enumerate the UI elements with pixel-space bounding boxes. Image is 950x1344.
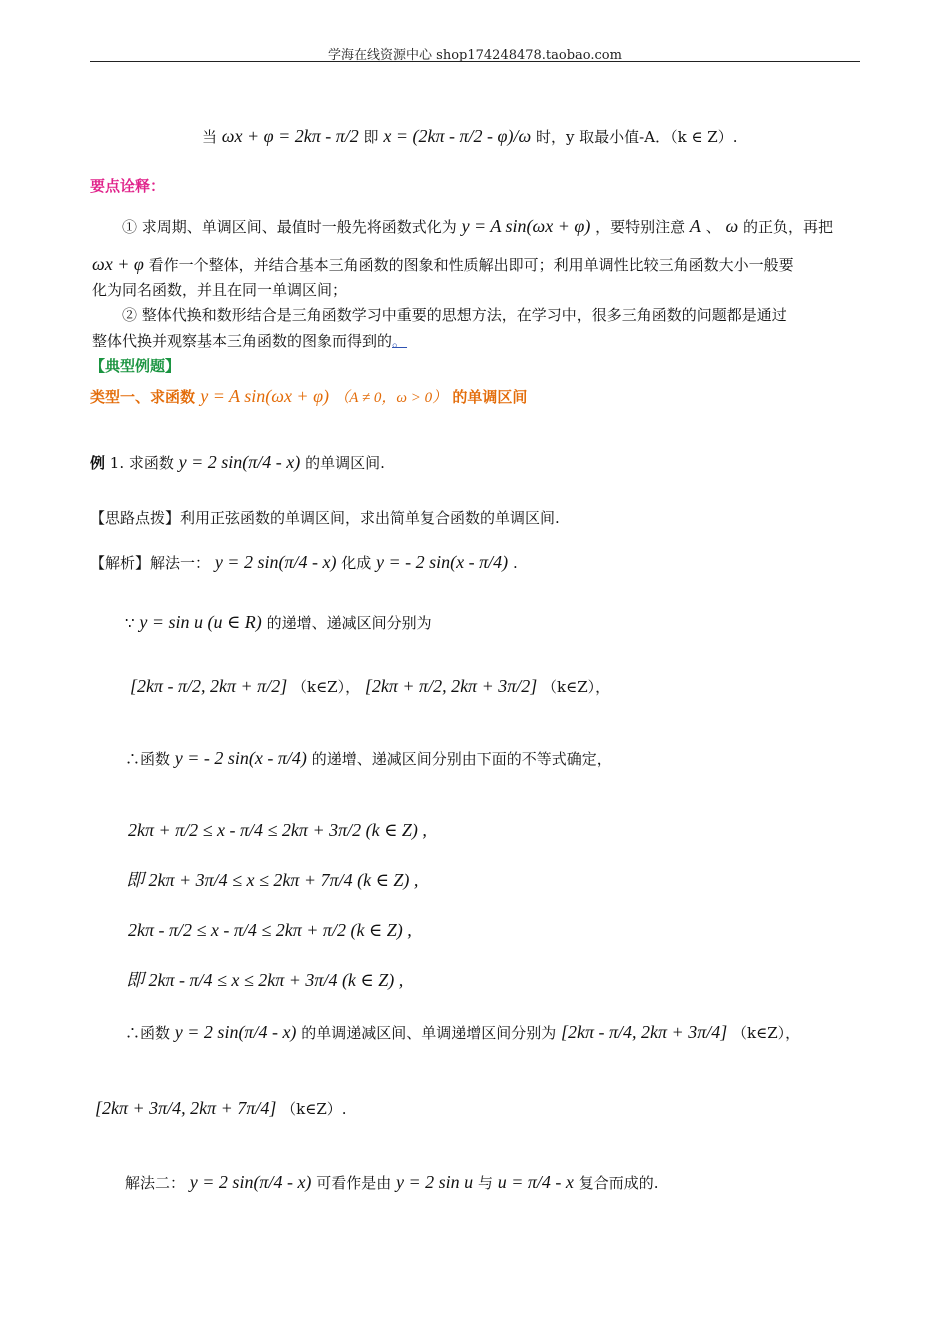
note-1-line-1: ① 求周期、单调区间、最值时一般先将函数式化为 y = A sin(ωx + φ) ，要特别注意 A 、 ω 的正负，再把 (122, 216, 834, 236)
solution-method-1: 【解析】解法一： y = 2 sin(π/4 - x) 化成 y = - 2 sin(x - π/4) . (90, 552, 518, 572)
min-value-line: 当 ωx + φ = 2kπ - π/2 即 x = (2kπ - π/2 - φ)/ω 时，y 取最小值-A．（k ∈ Z）. (202, 126, 738, 146)
therefore-2: ∴函数 y = 2 sin(π/4 - x) 的单调递减区间、单调递增区间分别为 [2kπ - π/4, 2kπ + 3π/4] （k∈Z）， (125, 1022, 801, 1042)
type-1-heading: 类型一、求函数 y = A sin(ωx + φ) （A ≠ 0，ω > 0） 的单调区间 (90, 386, 528, 406)
therefore-1: ∴函数 y = - 2 sin(x - π/4) 的递增、递减区间分别由下面的不等式确定， (125, 748, 612, 768)
sin-intervals: [2kπ - π/2, 2kπ + π/2] （k∈Z）， [2kπ + π/2, 2kπ + 3π/2] （k∈Z）， (130, 676, 611, 696)
because-line: ∵ y = sin u (u ∈ R) 的递增、递减区间分别为 (125, 612, 432, 632)
note-1-line-2: ωx + φ 看作一个整体，并结合基本三角函数的图象和性质解出即可；利用单调性比较三角函数大小一般要 (92, 254, 794, 274)
examples-title: 【典型例题】 (90, 357, 181, 375)
header-rule (90, 61, 860, 62)
min-eq-2: x = (2kπ - π/2 - φ)/ω (383, 126, 532, 146)
notes-title: 要点诠释： (90, 177, 166, 195)
hint: 【思路点拨】利用正弦函数的单调区间，求出简单复合函数的单调区间. (90, 509, 560, 527)
result-line: [2kπ + 3π/4, 2kπ + 7π/4] （k∈Z）. (95, 1098, 347, 1118)
inequality-4: 即 2kπ - π/4 ≤ x ≤ 2kπ + 3π/4 (k ∈ Z) , (126, 970, 404, 990)
inequality-1: 2kπ + π/2 ≤ x - π/4 ≤ 2kπ + 3π/2 (k ∈ Z) , (128, 820, 427, 840)
note-1-line-3: 化为同名函数，并且在同一单调区间； (92, 281, 348, 299)
example-1: 例 1. 求函数 y = 2 sin(π/4 - x) 的单调区间. (90, 452, 385, 472)
note-2-line-2: 整体代换并观察基本三角函数的图象而得到的。 (92, 332, 408, 350)
solution-method-2: 解法二： y = 2 sin(π/4 - x) 可看作是由 y = 2 sin u 与 u = π/4 - x 复合而成的. (125, 1172, 659, 1192)
note-2-line-1: ② 整体代换和数形结合是三角函数学习中重要的思想方法，在学习中，很多三角函数的问题都是通过 (122, 306, 787, 324)
inequality-2: 即 2kπ + 3π/4 ≤ x ≤ 2kπ + 7π/4 (k ∈ Z) , (126, 870, 419, 890)
page-header: 学海在线资源中心 shop174248478.taobao.com (328, 48, 622, 63)
min-eq-1: ωx + φ = 2kπ - π/2 (221, 126, 359, 146)
inequality-3: 2kπ - π/2 ≤ x - π/4 ≤ 2kπ + π/2 (k ∈ Z) , (128, 920, 412, 940)
